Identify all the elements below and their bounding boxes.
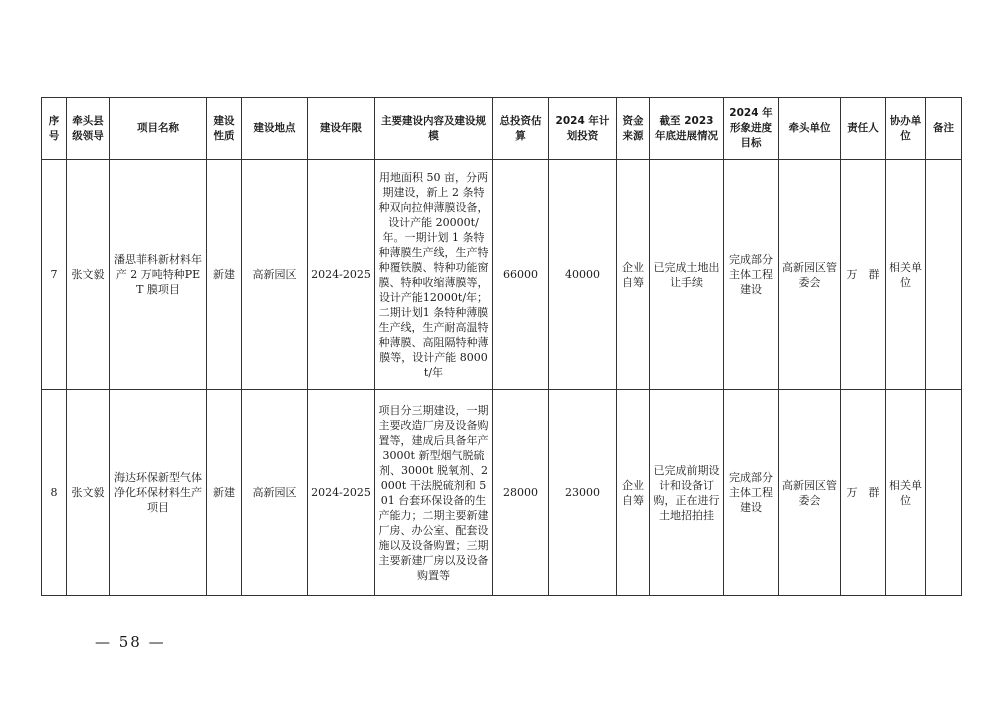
header-seq: 序号 <box>42 98 67 160</box>
header-name: 项目名称 <box>110 98 207 160</box>
cell-seq: 7 <box>42 160 67 390</box>
page-number: — 58 — <box>95 633 166 651</box>
header-lead-unit: 牵头单位 <box>779 98 841 160</box>
cell-lead-unit: 高新园区管委会 <box>779 390 841 596</box>
cell-nature: 新建 <box>207 160 242 390</box>
cell-leader: 张文毅 <box>67 390 110 596</box>
cell-name: 潘思菲科新材料年产 2 万吨特种PET 膜项目 <box>110 160 207 390</box>
header-nature: 建设性质 <box>207 98 242 160</box>
cell-location: 高新园区 <box>242 390 308 596</box>
header-fund-source: 资金来源 <box>617 98 650 160</box>
cell-content: 用地面积 50 亩，分两期建设，新上 2 条特种双向拉伸薄膜设备，设计产能 20000t/年。一期计划 1 条特种薄膜生产线，生产特种覆铁膜、特种功能窗膜、特种收缩薄膜等，设计产能12000t/年；二期计划1 条特种薄膜生产线，生产耐高温特种薄膜、高阻隔特种薄膜等，设计产能 8000t/年 <box>375 160 493 390</box>
cell-content: 项目分三期建设，一期主要改造厂房及设备购置等，建成后具备年产 3000t 新型烟气脱硫剂、3000t 脱氧剂、2000t 干法脱硫剂和 501 台套环保设备的生产能力；二期主要新建厂房、办公室、配套设施以及设备购置；三期主要新建厂房以及设备购置等 <box>375 390 493 596</box>
cell-progress-2023: 已完成前期设计和设备订购，正在进行土地招拍挂 <box>650 390 724 596</box>
cell-assist-unit: 相关单位 <box>886 160 926 390</box>
cell-plan-2024: 40000 <box>549 160 617 390</box>
cell-total-invest: 66000 <box>493 160 549 390</box>
cell-years: 2024-2025 <box>308 390 375 596</box>
header-content: 主要建设内容及建设规模 <box>375 98 493 160</box>
cell-person: 万 群 <box>841 160 886 390</box>
cell-fund-source: 企业自筹 <box>617 160 650 390</box>
project-table <box>41 97 962 596</box>
header-leader: 牵头县级领导 <box>67 98 110 160</box>
header-remark: 备注 <box>926 98 962 160</box>
cell-nature: 新建 <box>207 390 242 596</box>
table-header-row <box>42 98 962 160</box>
header-location: 建设地点 <box>242 98 308 160</box>
cell-plan-2024: 23000 <box>549 390 617 596</box>
cell-target-2024: 完成部分主体工程建设 <box>724 390 779 596</box>
table-row <box>42 160 962 390</box>
cell-lead-unit: 高新园区管委会 <box>779 160 841 390</box>
cell-years: 2024-2025 <box>308 160 375 390</box>
cell-remark <box>926 390 962 596</box>
table-row <box>42 390 962 596</box>
cell-remark <box>926 160 962 390</box>
header-years: 建设年限 <box>308 98 375 160</box>
header-total-invest: 总投资估算 <box>493 98 549 160</box>
header-target-2024: 2024 年形象进度目标 <box>724 98 779 160</box>
cell-leader: 张文毅 <box>67 160 110 390</box>
cell-location: 高新园区 <box>242 160 308 390</box>
cell-target-2024: 完成部分主体工程建设 <box>724 160 779 390</box>
cell-total-invest: 28000 <box>493 390 549 596</box>
cell-assist-unit: 相关单位 <box>886 390 926 596</box>
header-assist-unit: 协办单位 <box>886 98 926 160</box>
header-person: 责任人 <box>841 98 886 160</box>
cell-seq: 8 <box>42 390 67 596</box>
header-plan-2024: 2024 年计划投资 <box>549 98 617 160</box>
cell-person: 万 群 <box>841 390 886 596</box>
cell-fund-source: 企业自筹 <box>617 390 650 596</box>
cell-name: 海达环保新型气体净化环保材料生产项目 <box>110 390 207 596</box>
header-progress-2023: 截至 2023 年底进展情况 <box>650 98 724 160</box>
cell-progress-2023: 已完成土地出让手续 <box>650 160 724 390</box>
